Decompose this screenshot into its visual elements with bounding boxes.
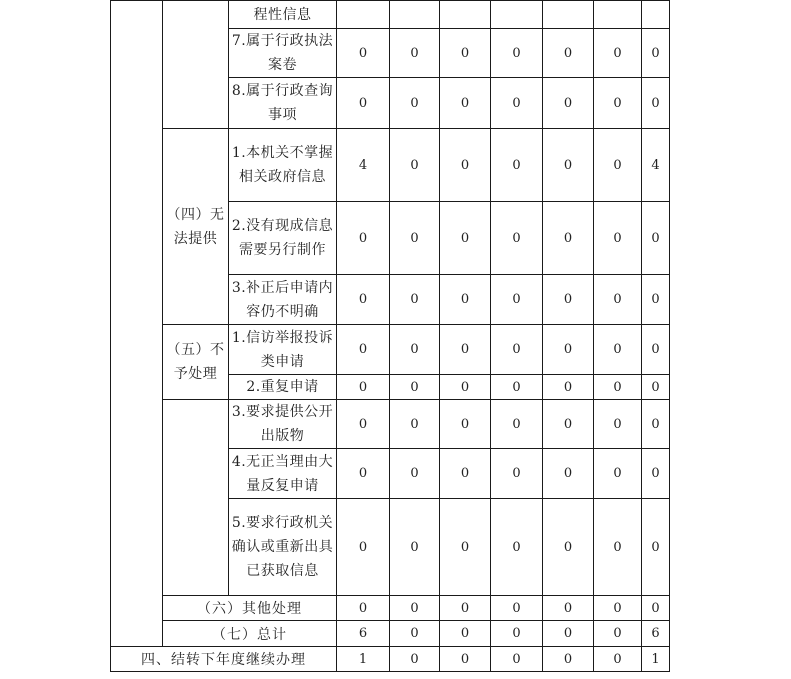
value-cell: 0 bbox=[543, 202, 594, 275]
value-cell: 0 bbox=[642, 275, 670, 325]
value-cell: 0 bbox=[642, 596, 670, 621]
value-cell: 0 bbox=[491, 202, 543, 275]
row-label: 7.属于行政执法案卷 bbox=[229, 29, 337, 78]
value-cell: 4 bbox=[337, 129, 390, 202]
value-cell: 0 bbox=[594, 499, 642, 596]
value-cell: 0 bbox=[337, 596, 390, 621]
value-cell: 0 bbox=[594, 129, 642, 202]
value-cell: 0 bbox=[337, 275, 390, 325]
value-cell: 0 bbox=[543, 325, 594, 375]
value-cell: 0 bbox=[594, 78, 642, 129]
value-cell: 6 bbox=[642, 621, 670, 647]
row-label: 8.属于行政查询事项 bbox=[229, 78, 337, 129]
value-cell: 0 bbox=[390, 325, 440, 375]
value-cell: 0 bbox=[642, 449, 670, 499]
value-cell: 0 bbox=[390, 202, 440, 275]
row-label: 程性信息 bbox=[229, 1, 337, 29]
value-cell: 0 bbox=[337, 29, 390, 78]
value-cell: 0 bbox=[642, 29, 670, 78]
value-cell: 0 bbox=[390, 647, 440, 672]
value-cell: 0 bbox=[594, 29, 642, 78]
value-cell bbox=[390, 1, 440, 29]
value-cell: 0 bbox=[594, 647, 642, 672]
value-cell: 0 bbox=[543, 621, 594, 647]
value-cell: 0 bbox=[390, 400, 440, 449]
value-cell: 0 bbox=[491, 325, 543, 375]
value-cell: 0 bbox=[390, 29, 440, 78]
category-cell-empty bbox=[163, 400, 229, 596]
value-cell: 0 bbox=[390, 596, 440, 621]
value-cell: 0 bbox=[594, 596, 642, 621]
value-cell: 0 bbox=[440, 202, 491, 275]
value-cell: 0 bbox=[491, 375, 543, 400]
value-cell: 0 bbox=[491, 275, 543, 325]
value-cell: 6 bbox=[337, 621, 390, 647]
value-cell: 0 bbox=[337, 499, 390, 596]
category-cell: （五）不予处理 bbox=[163, 325, 229, 400]
row-label: 2.重复申请 bbox=[229, 375, 337, 400]
value-cell: 0 bbox=[642, 400, 670, 449]
value-cell: 0 bbox=[543, 129, 594, 202]
value-cell bbox=[594, 1, 642, 29]
value-cell: 0 bbox=[440, 129, 491, 202]
value-cell: 0 bbox=[491, 499, 543, 596]
value-cell: 0 bbox=[543, 275, 594, 325]
value-cell: 0 bbox=[390, 275, 440, 325]
value-cell: 0 bbox=[440, 499, 491, 596]
value-cell: 0 bbox=[491, 596, 543, 621]
value-cell: 0 bbox=[543, 499, 594, 596]
value-cell bbox=[642, 1, 670, 29]
value-cell: 0 bbox=[337, 325, 390, 375]
value-cell: 0 bbox=[491, 621, 543, 647]
row-label: 5.要求行政机关确认或重新出具已获取信息 bbox=[229, 499, 337, 596]
row-label: 2.没有现成信息需要另行制作 bbox=[229, 202, 337, 275]
value-cell: 0 bbox=[491, 647, 543, 672]
table-row bbox=[111, 400, 670, 449]
value-cell: 0 bbox=[642, 499, 670, 596]
value-cell: 1 bbox=[642, 647, 670, 672]
value-cell: 0 bbox=[440, 275, 491, 325]
value-cell: 0 bbox=[543, 596, 594, 621]
value-cell bbox=[337, 1, 390, 29]
value-cell: 0 bbox=[390, 621, 440, 647]
value-cell: 1 bbox=[337, 647, 390, 672]
value-cell: 0 bbox=[594, 202, 642, 275]
table-row bbox=[111, 621, 670, 647]
disclosure-statistics-table bbox=[110, 0, 670, 672]
row-label: 1.本机关不掌握相关政府信息 bbox=[229, 129, 337, 202]
value-cell: 0 bbox=[543, 29, 594, 78]
value-cell: 0 bbox=[642, 202, 670, 275]
outer-section-column bbox=[111, 1, 163, 647]
value-cell bbox=[440, 1, 491, 29]
value-cell: 0 bbox=[337, 78, 390, 129]
row-label: 四、结转下年度继续办理 bbox=[111, 647, 337, 672]
value-cell: 0 bbox=[642, 78, 670, 129]
value-cell: 0 bbox=[594, 375, 642, 400]
row-label: 3.补正后申请内容仍不明确 bbox=[229, 275, 337, 325]
table-row bbox=[111, 1, 670, 29]
value-cell: 0 bbox=[390, 499, 440, 596]
table-row bbox=[111, 129, 670, 202]
value-cell: 0 bbox=[491, 78, 543, 129]
row-label: （六）其他处理 bbox=[163, 596, 337, 621]
value-cell: 0 bbox=[594, 275, 642, 325]
value-cell: 0 bbox=[491, 400, 543, 449]
value-cell: 0 bbox=[491, 29, 543, 78]
row-label: 4.无正当理由大量反复申请 bbox=[229, 449, 337, 499]
value-cell: 0 bbox=[440, 647, 491, 672]
value-cell: 0 bbox=[642, 375, 670, 400]
row-label: 3.要求提供公开出版物 bbox=[229, 400, 337, 449]
value-cell: 4 bbox=[642, 129, 670, 202]
value-cell: 0 bbox=[390, 129, 440, 202]
value-cell: 0 bbox=[543, 400, 594, 449]
value-cell: 0 bbox=[337, 375, 390, 400]
table-row bbox=[111, 647, 670, 672]
value-cell bbox=[491, 1, 543, 29]
value-cell: 0 bbox=[543, 78, 594, 129]
row-label: 1.信访举报投诉类申请 bbox=[229, 325, 337, 375]
category-cell-continued bbox=[163, 1, 229, 129]
value-cell: 0 bbox=[337, 400, 390, 449]
value-cell: 0 bbox=[390, 78, 440, 129]
value-cell: 0 bbox=[390, 449, 440, 499]
table-row bbox=[111, 596, 670, 621]
value-cell: 0 bbox=[543, 647, 594, 672]
value-cell: 0 bbox=[440, 596, 491, 621]
value-cell: 0 bbox=[543, 375, 594, 400]
value-cell: 0 bbox=[440, 621, 491, 647]
value-cell: 0 bbox=[440, 78, 491, 129]
value-cell: 0 bbox=[440, 325, 491, 375]
value-cell: 0 bbox=[440, 449, 491, 499]
value-cell: 0 bbox=[594, 621, 642, 647]
table-row bbox=[111, 325, 670, 375]
value-cell: 0 bbox=[491, 449, 543, 499]
value-cell: 0 bbox=[337, 449, 390, 499]
value-cell: 0 bbox=[390, 375, 440, 400]
row-label: （七）总计 bbox=[163, 621, 337, 647]
value-cell: 0 bbox=[491, 129, 543, 202]
value-cell: 0 bbox=[440, 400, 491, 449]
value-cell: 0 bbox=[642, 325, 670, 375]
value-cell: 0 bbox=[594, 325, 642, 375]
value-cell: 0 bbox=[594, 400, 642, 449]
value-cell: 0 bbox=[440, 29, 491, 78]
category-cell: （四）无法提供 bbox=[163, 129, 229, 325]
value-cell: 0 bbox=[594, 449, 642, 499]
value-cell: 0 bbox=[440, 375, 491, 400]
value-cell: 0 bbox=[543, 449, 594, 499]
value-cell bbox=[543, 1, 594, 29]
value-cell: 0 bbox=[337, 202, 390, 275]
